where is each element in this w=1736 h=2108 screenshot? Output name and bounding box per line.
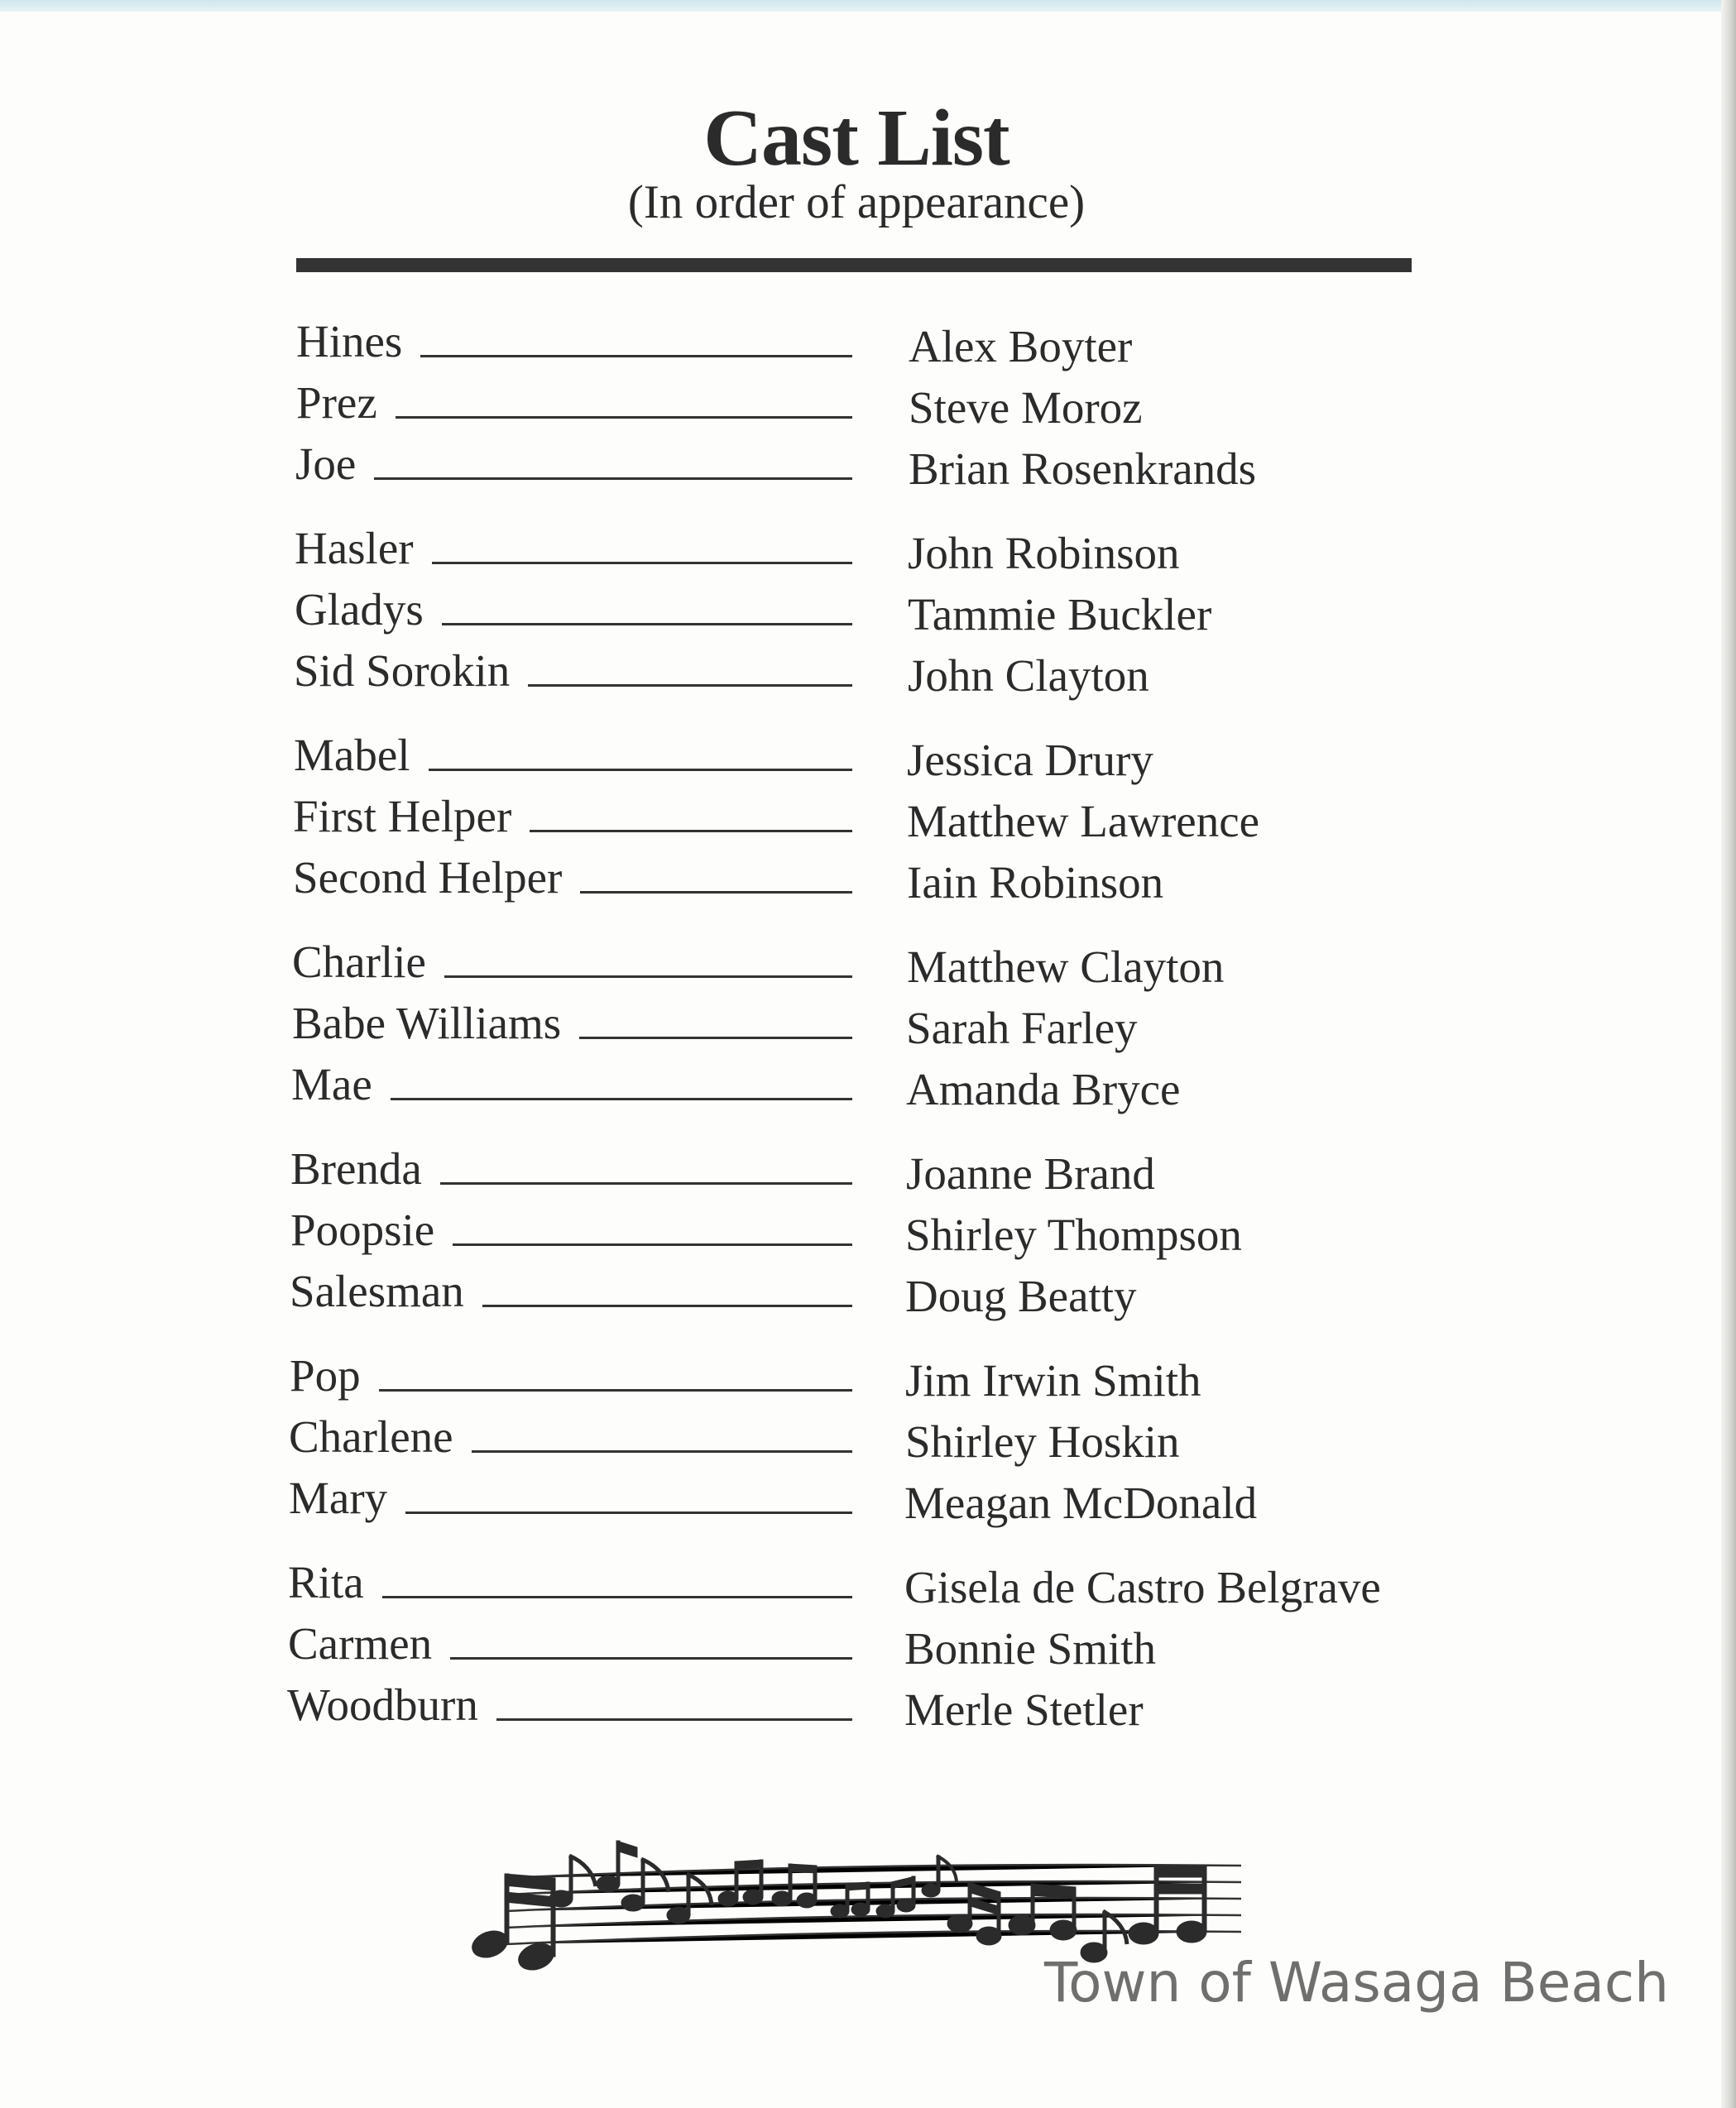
- dotted-leader-line: [420, 355, 852, 357]
- dotted-leader-line: [432, 562, 852, 564]
- dotted-leader-line: [580, 891, 852, 894]
- role-name: Carmen: [288, 1618, 433, 1669]
- role-name: Hines: [296, 316, 403, 367]
- role-cell: [292, 994, 852, 1052]
- role-cell: [293, 849, 852, 907]
- dotted-leader-line: [379, 1389, 852, 1392]
- role-cell: [291, 1056, 852, 1114]
- role-cell: [295, 581, 852, 639]
- actor-name: Sarah Farley: [906, 1003, 1138, 1053]
- dotted-leader-line: [453, 1243, 852, 1246]
- role-cell: [295, 435, 852, 493]
- role-name: Pop: [290, 1350, 361, 1401]
- dotted-leader-line: [442, 623, 852, 625]
- actor-name: Amanda Bryce: [906, 1064, 1181, 1114]
- actor-name: Shirley Hoskin: [905, 1416, 1180, 1467]
- role-cell: [290, 1262, 852, 1320]
- role-cell: [296, 374, 852, 432]
- role-cell: [290, 1201, 852, 1259]
- dotted-leader-line: [450, 1657, 852, 1660]
- role-name: Charlie: [292, 937, 426, 987]
- actor-name: Iain Robinson: [907, 857, 1164, 908]
- dotted-leader-line: [429, 769, 852, 771]
- dotted-leader-line: [405, 1512, 852, 1514]
- actor-name: Alex Boyter: [909, 321, 1133, 371]
- role-name: Salesman: [290, 1266, 464, 1316]
- actor-name: Steve Moroz: [909, 382, 1143, 433]
- role-name: Prez: [296, 377, 377, 428]
- role-name: Gladys: [295, 584, 424, 635]
- actor-name: John Robinson: [908, 528, 1180, 578]
- dotted-leader-line: [528, 684, 852, 687]
- dotted-leader-line: [496, 1718, 852, 1721]
- actor-name: Joanne Brand: [906, 1148, 1155, 1199]
- dotted-leader-line: [440, 1182, 852, 1185]
- role-cell: [289, 1408, 852, 1466]
- actor-name: Shirley Thompson: [905, 1210, 1242, 1260]
- role-name: Woodburn: [287, 1679, 478, 1730]
- role-name: First Helper: [293, 791, 512, 841]
- dotted-leader-line: [579, 1037, 852, 1039]
- actor-name: Meagan McDonald: [904, 1478, 1258, 1528]
- role-cell: [287, 1676, 852, 1734]
- role-cell: [294, 642, 852, 700]
- role-name: Mae: [291, 1059, 372, 1109]
- role-name: Poopsie: [290, 1205, 435, 1255]
- role-cell: [294, 726, 852, 784]
- actor-name: John Clayton: [908, 650, 1149, 701]
- actor-name: Merle Stetler: [904, 1684, 1144, 1735]
- actor-name: Bonnie Smith: [904, 1623, 1157, 1674]
- role-name: Sid Sorokin: [294, 645, 511, 696]
- actor-name: Matthew Lawrence: [907, 796, 1260, 846]
- actor-name: Gisela de Castro Belgrave: [904, 1562, 1381, 1612]
- role-cell: [288, 1615, 852, 1673]
- role-name: Charlene: [289, 1411, 453, 1462]
- role-cell: [296, 313, 852, 371]
- role-name: Second Helper: [293, 852, 563, 903]
- actor-name: Jim Irwin Smith: [905, 1355, 1201, 1406]
- role-name: Hasler: [295, 523, 414, 573]
- actor-name: Doug Beatty: [905, 1271, 1137, 1321]
- role-name: Babe Williams: [292, 998, 562, 1048]
- dotted-leader-line: [374, 477, 852, 480]
- dotted-leader-line: [472, 1450, 852, 1453]
- role-name: Brenda: [290, 1143, 422, 1194]
- role-cell: [290, 1347, 852, 1405]
- dotted-leader-line: [530, 830, 852, 832]
- role-name: Mary: [289, 1473, 388, 1523]
- role-name: Mabel: [294, 730, 410, 780]
- page-title: Cast List: [703, 93, 1009, 183]
- role-cell: [288, 1554, 852, 1612]
- role-name: Joe: [295, 438, 357, 489]
- dotted-leader-line: [396, 416, 852, 419]
- actor-name: Jessica Drury: [907, 735, 1153, 785]
- actor-name: Matthew Clayton: [907, 941, 1225, 992]
- role-cell: [290, 1140, 852, 1198]
- actor-name: Brian Rosenkrands: [909, 443, 1257, 494]
- dotted-leader-line: [382, 1596, 852, 1598]
- page-subtitle: (In order of appearance): [627, 176, 1086, 228]
- dotted-leader-line: [444, 975, 852, 978]
- role-name: Rita: [288, 1557, 364, 1607]
- dotted-leader-line: [482, 1305, 852, 1307]
- role-cell: [292, 933, 852, 991]
- watermark: Town of Wasaga Beach: [1044, 1951, 1669, 2015]
- role-cell: [293, 788, 852, 846]
- role-cell: [295, 520, 852, 577]
- actor-name: Tammie Buckler: [908, 589, 1212, 640]
- dotted-leader-line: [391, 1098, 852, 1100]
- role-cell: [289, 1469, 852, 1527]
